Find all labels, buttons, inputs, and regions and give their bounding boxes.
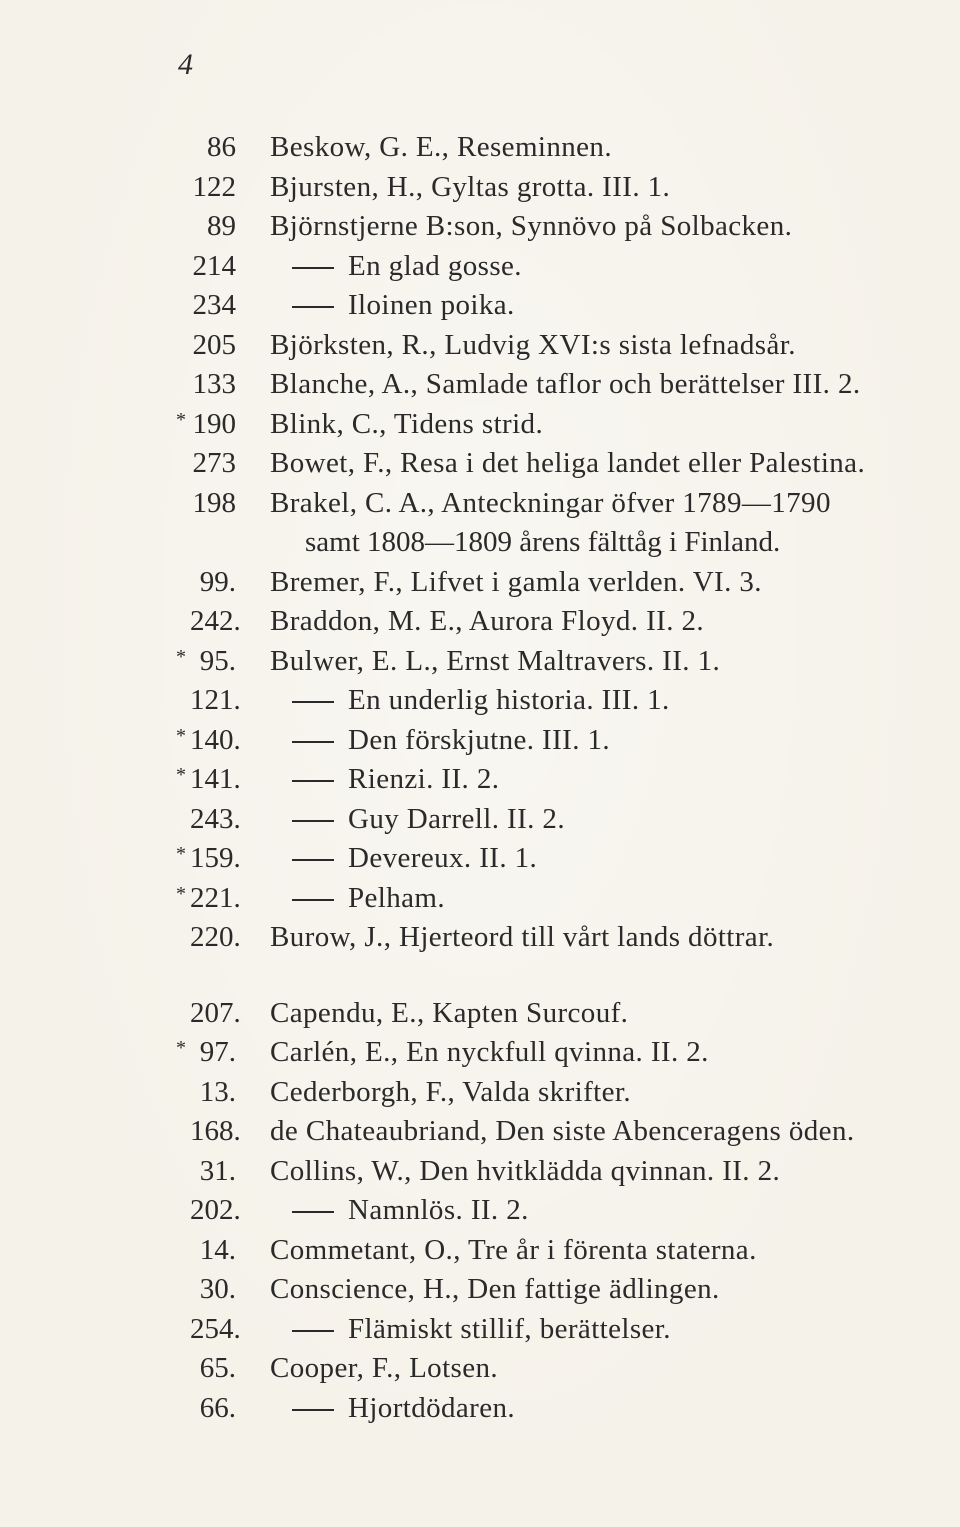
entry-text: Flämiskt stillif, berättelser. (270, 1310, 671, 1350)
catalog-entry (0, 839, 960, 879)
entry-number: 86 (207, 131, 236, 163)
entry-number: 159. (190, 842, 241, 874)
catalog-entry (0, 1191, 960, 1231)
catalog-entry (0, 1033, 960, 1073)
entry-text: Björksten, R., Ludvig XVI:s sista lefnadsår. (270, 328, 796, 361)
catalog-entry (0, 365, 960, 405)
catalog-entry (0, 1349, 960, 1389)
entry-number: 121. (190, 684, 241, 716)
entry-number: 214 (192, 249, 236, 282)
asterisk-mark: * (176, 764, 186, 786)
entry-text: Cooper, F., Lotsen. (270, 1352, 499, 1384)
entry-text: En glad gosse. (270, 247, 522, 287)
catalog-entry (0, 444, 960, 484)
entry-text: Guy Darrell. II. 2. (270, 800, 565, 840)
entry-text: Cederborgh, F., Valda skrifter. (270, 1075, 631, 1108)
entry-text: Iloinen poika. (270, 286, 515, 326)
catalog-entry (0, 1270, 960, 1310)
catalog-entry (0, 994, 960, 1034)
asterisk-mark: * (176, 724, 186, 747)
entry-text: de Chateaubriand, Den siste Abenceragens öden. (270, 1115, 855, 1147)
entry-text: Blink, C., Tidens strid. (270, 407, 544, 440)
catalog-entry (0, 168, 960, 208)
catalog-list (0, 128, 960, 1428)
entry-text: samt 1808—1809 årens fälttåg i Finland. (305, 526, 781, 558)
entry-number: 205 (192, 328, 236, 361)
entry-text: Conscience, H., Den fattige ädlingen. (270, 1273, 720, 1305)
entry-number: 141. (190, 763, 241, 795)
entry-text: Brakel, C. A., Anteckningar öfver 1789—1790 (270, 486, 831, 519)
entry-text: Devereux. II. 1. (270, 839, 537, 879)
entry-text: Bulwer, E. L., Ernst Maltravers. II. 1. (270, 644, 721, 677)
catalog-entry (0, 760, 960, 800)
entry-text: Blanche, A., Samlade taflor och berättelser III. 2. (270, 368, 861, 400)
catalog-entry (0, 721, 960, 761)
asterisk-mark: * (176, 645, 186, 668)
entry-text: Rienzi. II. 2. (270, 760, 499, 800)
entry-number: 202. (190, 1194, 241, 1226)
catalog-entry (0, 128, 960, 168)
entry-number: 133 (192, 368, 236, 400)
asterisk-mark: * (176, 882, 186, 905)
entry-text: Burow, J., Hjerteord till vårt lands döttrar. (270, 921, 775, 953)
entry-number: 13. (199, 1075, 236, 1108)
catalog-entry (0, 918, 960, 958)
entry-number: 243. (190, 802, 241, 835)
entry-text: Collins, W., Den hvitklädda qvinnan. II. 2. (270, 1154, 781, 1187)
asterisk-mark: * (176, 408, 186, 431)
entry-text: Hjortdödaren. (270, 1389, 515, 1429)
page-number: 4 (178, 48, 193, 81)
entry-text: Beskow, G. E., Reseminnen. (270, 131, 612, 163)
catalog-entry (0, 1231, 960, 1271)
entry-number: 30. (199, 1273, 236, 1305)
catalog-entry (0, 1310, 960, 1350)
entry-number: 89 (207, 210, 236, 242)
entry-number: 122 (192, 170, 236, 203)
entry-number: 220. (190, 921, 241, 953)
entry-number: 207. (190, 996, 241, 1029)
catalog-entry-continuation (0, 523, 960, 563)
entry-number: 221. (190, 881, 241, 914)
catalog-entry (0, 286, 960, 326)
entry-text: Bowet, F., Resa i det heliga landet eller Palestina. (270, 447, 866, 479)
catalog-entry (0, 602, 960, 642)
entry-number: 242. (190, 605, 241, 637)
catalog-entry (0, 1389, 960, 1429)
entry-text: Björnstjerne B:son, Synnövo på Solbacken. (270, 210, 793, 242)
asterisk-mark: * (176, 1037, 186, 1059)
catalog-entry (0, 1073, 960, 1113)
entry-text: Carlén, E., En nyckfull qvinna. II. 2. (270, 1036, 709, 1068)
catalog-entry (0, 1152, 960, 1192)
catalog-entry (0, 247, 960, 287)
entry-number: 234 (192, 289, 236, 321)
entry-text: Namnlös. II. 2. (270, 1191, 529, 1231)
catalog-entry (0, 207, 960, 247)
entry-text: Bremer, F., Lifvet i gamla verlden. VI. 3. (270, 565, 762, 598)
catalog-entry (0, 800, 960, 840)
entry-number: 97. (199, 1036, 236, 1068)
entry-number: 140. (190, 723, 241, 756)
entry-text: Commetant, O., Tre år i förenta staterna. (270, 1233, 757, 1266)
catalog-entry (0, 642, 960, 682)
catalog-entry (0, 563, 960, 603)
entry-number: 99. (199, 565, 236, 598)
entry-number: 14. (199, 1233, 236, 1266)
entry-number: 198 (192, 486, 236, 519)
catalog-entry (0, 405, 960, 445)
catalog-entry (0, 326, 960, 366)
catalog-entry (0, 1112, 960, 1152)
entry-text: Den förskjutne. III. 1. (270, 721, 610, 761)
entry-text: Braddon, M. E., Aurora Floyd. II. 2. (270, 605, 705, 637)
entry-number: 254. (190, 1312, 241, 1345)
entry-number: 95. (199, 644, 236, 677)
entry-text: Capendu, E., Kapten Surcouf. (270, 996, 629, 1029)
asterisk-mark: * (176, 843, 186, 865)
catalog-entry (0, 484, 960, 524)
entry-number: 273 (192, 447, 236, 479)
entry-text: Bjursten, H., Gyltas grotta. III. 1. (270, 170, 671, 203)
entry-number: 190 (192, 407, 236, 440)
catalog-entry (0, 681, 960, 721)
entry-number: 66. (199, 1391, 236, 1424)
entry-number: 168. (190, 1115, 241, 1147)
catalog-entry (0, 879, 960, 919)
entry-number: 31. (199, 1154, 236, 1187)
entry-text: En underlig historia. III. 1. (270, 681, 670, 721)
entry-text: Pelham. (270, 879, 445, 919)
entry-number: 65. (199, 1352, 236, 1384)
